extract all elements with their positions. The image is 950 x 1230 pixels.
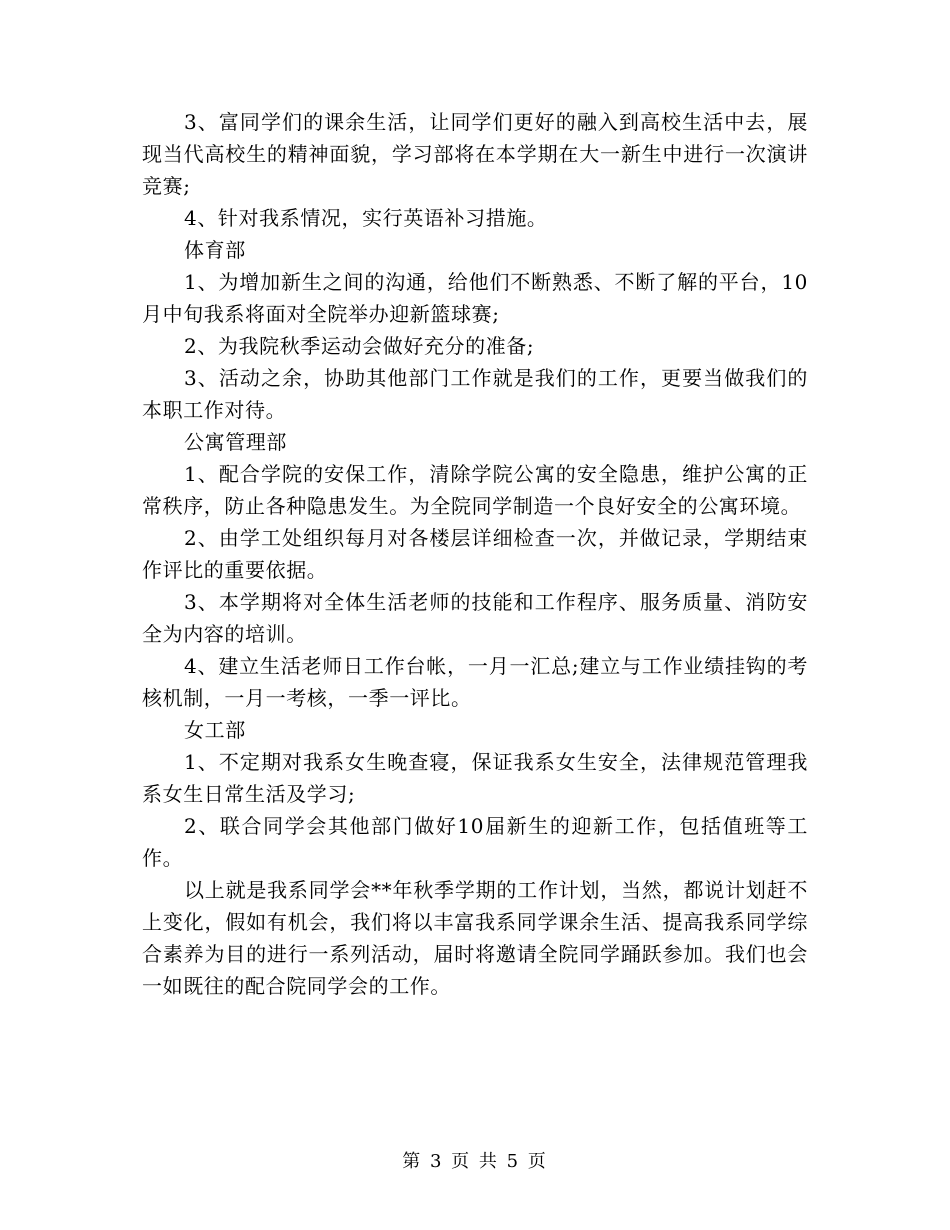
body-paragraph: 3、富同学们的课余生活，让同学们更好的融入到高校生活中去，展现当代高校生的精神面貌，学习部将在本学期在大一新生中进行一次演讲竞赛; bbox=[142, 110, 808, 198]
body-paragraph: 3、活动之余，协助其他部门工作就是我们的工作，更要当做我们的本职工作对待。 bbox=[142, 366, 808, 422]
body-paragraph: 以上就是我系同学会**年秋季学期的工作计划，当然，都说计划赶不上变化，假如有机会，我们将以丰富我系同学课余生活、提高我系同学综合素养为目的进行一系列活动，届时将邀请全院同学踊跃参加。我们也会一如既往的配合院同学会的工作。 bbox=[142, 878, 808, 998]
section-heading: 女工部 bbox=[184, 718, 246, 742]
body-paragraph: 2、联合同学会其他部门做好10届新生的迎新工作，包括值班等工作。 bbox=[142, 814, 808, 870]
body-paragraph: 1、为增加新生之间的沟通，给他们不断熟悉、不断了解的平台，10月中旬我系将面对全院举办迎新篮球赛; bbox=[142, 270, 808, 326]
body-paragraph: 3、本学期将对全体生活老师的技能和工作程序、服务质量、消防安全为内容的培训。 bbox=[142, 590, 808, 646]
body-paragraph: 2、为我院秋季运动会做好充分的准备; bbox=[184, 334, 535, 358]
page-footer: 第 3 页 共 5 页 bbox=[402, 1151, 548, 1172]
section-heading: 公寓管理部 bbox=[184, 430, 287, 454]
body-paragraph: 4、建立生活老师日工作台帐，一月一汇总;建立与工作业绩挂钩的考核机制，一月一考核，一季一评比。 bbox=[142, 654, 808, 710]
body-paragraph: 1、配合学院的安保工作，清除学院公寓的安全隐患，维护公寓的正常秩序，防止各种隐患发生。为全院同学制造一个良好安全的公寓环境。 bbox=[142, 462, 808, 518]
body-paragraph: 2、由学工处组织每月对各楼层详细检查一次，并做记录，学期结束作评比的重要依据。 bbox=[142, 526, 808, 582]
body-paragraph: 1、不定期对我系女生晚查寝，保证我系女生安全，法律规范管理我系女生日常生活及学习; bbox=[142, 750, 808, 806]
document-body bbox=[142, 106, 808, 1002]
body-paragraph: 4、针对我系情况，实行英语补习措施。 bbox=[184, 206, 548, 230]
section-heading: 体育部 bbox=[184, 238, 246, 262]
